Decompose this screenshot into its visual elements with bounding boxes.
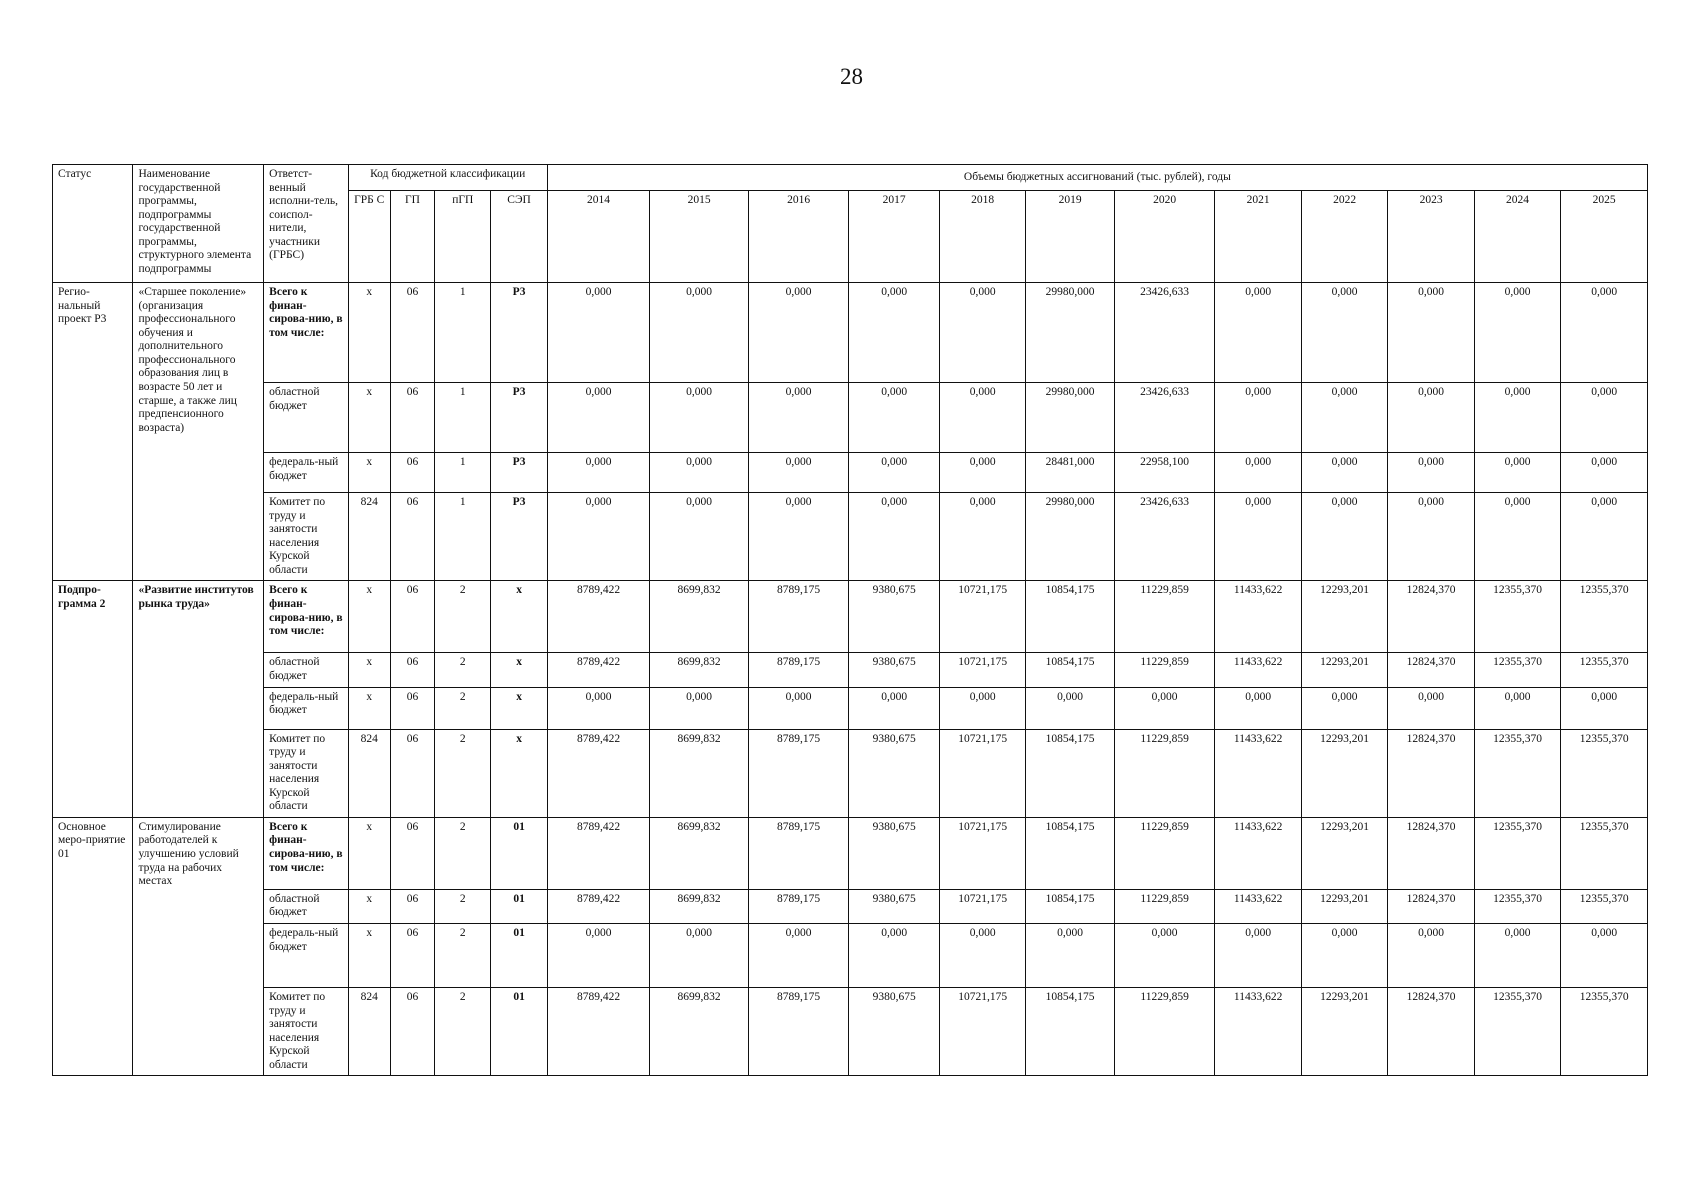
amount-cell: 29980,000 xyxy=(1026,283,1114,383)
amount-cell: 0,000 xyxy=(650,924,749,988)
amount-cell: 12824,370 xyxy=(1388,653,1474,687)
amount-cell: 9380,675 xyxy=(849,817,940,889)
status-cell: Регио-нальный проект Р3 xyxy=(53,283,133,581)
amount-cell: 0,000 xyxy=(547,283,650,383)
amount-cell: 0,000 xyxy=(1215,453,1301,493)
amount-cell: 12355,370 xyxy=(1561,889,1648,923)
status-cell: Основное меро-приятие 01 xyxy=(53,817,133,1076)
code-header-pgp: пГП xyxy=(435,191,491,283)
budget-table xyxy=(52,164,1648,1076)
amount-cell: 0,000 xyxy=(849,453,940,493)
volumes-header: Объемы бюджетных ассигнований (тыс. рублей), годы xyxy=(547,165,1647,191)
code-cell: 1 xyxy=(435,453,491,493)
code-cell: 2 xyxy=(435,817,491,889)
table-row xyxy=(53,729,1648,817)
amount-cell: 8789,422 xyxy=(547,653,650,687)
code-cell: 06 xyxy=(390,988,434,1076)
amount-cell: 0,000 xyxy=(939,283,1025,383)
amount-cell: 11433,622 xyxy=(1215,653,1301,687)
amount-cell: 11229,859 xyxy=(1114,653,1215,687)
amount-cell: 0,000 xyxy=(1474,924,1560,988)
code-cell: 06 xyxy=(390,889,434,923)
code-cell: х xyxy=(348,383,390,453)
amount-cell: 0,000 xyxy=(1388,493,1474,581)
amount-cell: 0,000 xyxy=(547,924,650,988)
amount-cell: 0,000 xyxy=(1215,924,1301,988)
amount-cell: 10721,175 xyxy=(939,729,1025,817)
amount-cell: 0,000 xyxy=(1561,687,1648,729)
amount-cell: 0,000 xyxy=(1301,687,1387,729)
amount-cell: 9380,675 xyxy=(849,988,940,1076)
amount-cell: 0,000 xyxy=(1301,493,1387,581)
code-cell: 01 xyxy=(491,817,547,889)
amount-cell: 0,000 xyxy=(1561,924,1648,988)
code-cell: 1 xyxy=(435,493,491,581)
amount-cell: 0,000 xyxy=(939,493,1025,581)
amount-cell: 12355,370 xyxy=(1561,729,1648,817)
program-name-cell: «Развитие институтов рынка труда» xyxy=(133,581,264,818)
table-body xyxy=(53,283,1648,1076)
amount-cell: 0,000 xyxy=(1561,283,1648,383)
amount-cell: 0,000 xyxy=(1388,453,1474,493)
code-cell: 06 xyxy=(390,493,434,581)
status-cell: Подпро-грамма 2 xyxy=(53,581,133,818)
year-header: 2017 xyxy=(849,191,940,283)
amount-cell: 0,000 xyxy=(1474,493,1560,581)
amount-cell: 11433,622 xyxy=(1215,581,1301,653)
responsible-cell: Комитет по труду и занятости населения Курской области xyxy=(264,729,348,817)
code-cell: 1 xyxy=(435,383,491,453)
amount-cell: 8699,832 xyxy=(650,653,749,687)
code-cell: 06 xyxy=(390,729,434,817)
amount-cell: 12293,201 xyxy=(1301,653,1387,687)
amount-cell: 0,000 xyxy=(1388,924,1474,988)
code-cell: х xyxy=(491,687,547,729)
code-cell: х xyxy=(491,729,547,817)
responsible-cell: областной бюджет xyxy=(264,383,348,453)
amount-cell: 12824,370 xyxy=(1388,988,1474,1076)
code-cell: 01 xyxy=(491,924,547,988)
code-cell: 824 xyxy=(348,729,390,817)
code-cell: 06 xyxy=(390,581,434,653)
amount-cell: 0,000 xyxy=(939,383,1025,453)
program-name-cell: «Старшее поколение» (организация профессионального обучения и дополнительного профессионального образования лиц в возрасте 50 лет и старше, а также лиц предпенсионного возраста) xyxy=(133,283,264,581)
code-cell: 06 xyxy=(390,817,434,889)
code-cell: 01 xyxy=(491,988,547,1076)
amount-cell: 0,000 xyxy=(1301,924,1387,988)
amount-cell: 0,000 xyxy=(1114,924,1215,988)
amount-cell: 0,000 xyxy=(939,687,1025,729)
year-header: 2021 xyxy=(1215,191,1301,283)
header-row-1 xyxy=(53,165,1648,191)
amount-cell: 8699,832 xyxy=(650,817,749,889)
page-number: 28 xyxy=(840,64,863,89)
amount-cell: 0,000 xyxy=(1474,453,1560,493)
table-row xyxy=(53,988,1648,1076)
amount-cell: 12293,201 xyxy=(1301,889,1387,923)
amount-cell: 0,000 xyxy=(748,687,849,729)
amount-cell: 0,000 xyxy=(748,493,849,581)
table-row xyxy=(53,817,1648,889)
amount-cell: 0,000 xyxy=(1388,283,1474,383)
responsible-cell: Всего к финан-сирова-нию, в том числе: xyxy=(264,283,348,383)
code-cell: 06 xyxy=(390,653,434,687)
amount-cell: 10721,175 xyxy=(939,581,1025,653)
code-cell: Р3 xyxy=(491,383,547,453)
amount-cell: 8699,832 xyxy=(650,988,749,1076)
amount-cell: 9380,675 xyxy=(849,729,940,817)
amount-cell: 10721,175 xyxy=(939,889,1025,923)
amount-cell: 22958,100 xyxy=(1114,453,1215,493)
amount-cell: 0,000 xyxy=(1301,383,1387,453)
table-row xyxy=(53,493,1648,581)
responsible-cell: федераль-ный бюджет xyxy=(264,687,348,729)
table-row xyxy=(53,889,1648,923)
amount-cell: 8789,175 xyxy=(748,817,849,889)
amount-cell: 9380,675 xyxy=(849,653,940,687)
amount-cell: 0,000 xyxy=(849,493,940,581)
code-group-header: Код бюджетной классификации xyxy=(348,165,547,191)
amount-cell: 23426,633 xyxy=(1114,383,1215,453)
amount-cell: 12355,370 xyxy=(1474,817,1560,889)
responsible-header: Ответст-венный исполни-тель, соиспол-нители, участники (ГРБС) xyxy=(264,165,348,283)
responsible-cell: федераль-ный бюджет xyxy=(264,924,348,988)
amount-cell: 0,000 xyxy=(849,283,940,383)
code-cell: 2 xyxy=(435,581,491,653)
code-cell: 06 xyxy=(390,283,434,383)
amount-cell: 12293,201 xyxy=(1301,817,1387,889)
amount-cell: 10721,175 xyxy=(939,817,1025,889)
code-cell: х xyxy=(348,453,390,493)
code-header-sep: СЭП xyxy=(491,191,547,283)
code-cell: 2 xyxy=(435,924,491,988)
amount-cell: 12355,370 xyxy=(1474,889,1560,923)
table-row xyxy=(53,687,1648,729)
amount-cell: 8789,175 xyxy=(748,889,849,923)
amount-cell: 10721,175 xyxy=(939,988,1025,1076)
amount-cell: 8789,175 xyxy=(748,581,849,653)
amount-cell: 0,000 xyxy=(748,924,849,988)
responsible-cell: Всего к финан-сирова-нию, в том числе: xyxy=(264,817,348,889)
amount-cell: 0,000 xyxy=(650,687,749,729)
amount-cell: 0,000 xyxy=(1215,383,1301,453)
amount-cell: 0,000 xyxy=(1474,283,1560,383)
amount-cell: 0,000 xyxy=(1215,687,1301,729)
amount-cell: 10854,175 xyxy=(1026,653,1114,687)
amount-cell: 0,000 xyxy=(1388,687,1474,729)
amount-cell: 29980,000 xyxy=(1026,493,1114,581)
amount-cell: 12824,370 xyxy=(1388,581,1474,653)
year-header: 2025 xyxy=(1561,191,1648,283)
code-cell: 824 xyxy=(348,493,390,581)
amount-cell: 0,000 xyxy=(939,453,1025,493)
amount-cell: 10721,175 xyxy=(939,653,1025,687)
amount-cell: 0,000 xyxy=(939,924,1025,988)
amount-cell: 0,000 xyxy=(849,383,940,453)
amount-cell: 10854,175 xyxy=(1026,581,1114,653)
amount-cell: 8789,422 xyxy=(547,889,650,923)
amount-cell: 12293,201 xyxy=(1301,988,1387,1076)
code-header-grbs: ГРБ С xyxy=(348,191,390,283)
amount-cell: 10854,175 xyxy=(1026,889,1114,923)
amount-cell: 0,000 xyxy=(1026,687,1114,729)
amount-cell: 0,000 xyxy=(547,383,650,453)
code-cell: х xyxy=(348,817,390,889)
code-cell: Р3 xyxy=(491,453,547,493)
amount-cell: 9380,675 xyxy=(849,889,940,923)
amount-cell: 12355,370 xyxy=(1561,988,1648,1076)
code-cell: х xyxy=(348,924,390,988)
amount-cell: 11433,622 xyxy=(1215,889,1301,923)
year-header: 2023 xyxy=(1388,191,1474,283)
amount-cell: 11229,859 xyxy=(1114,581,1215,653)
amount-cell: 12355,370 xyxy=(1474,653,1560,687)
amount-cell: 10854,175 xyxy=(1026,817,1114,889)
amount-cell: 0,000 xyxy=(650,383,749,453)
responsible-cell: Комитет по труду и занятости населения Курской области xyxy=(264,493,348,581)
amount-cell: 0,000 xyxy=(547,493,650,581)
amount-cell: 12293,201 xyxy=(1301,581,1387,653)
amount-cell: 12355,370 xyxy=(1561,653,1648,687)
amount-cell: 0,000 xyxy=(1114,687,1215,729)
amount-cell: 0,000 xyxy=(1561,493,1648,581)
amount-cell: 0,000 xyxy=(1215,493,1301,581)
amount-cell: 0,000 xyxy=(1026,924,1114,988)
amount-cell: 0,000 xyxy=(748,453,849,493)
amount-cell: 0,000 xyxy=(1474,687,1560,729)
amount-cell: 0,000 xyxy=(1301,453,1387,493)
amount-cell: 11229,859 xyxy=(1114,889,1215,923)
code-cell: 06 xyxy=(390,453,434,493)
code-cell: 2 xyxy=(435,653,491,687)
amount-cell: 0,000 xyxy=(650,283,749,383)
table-row xyxy=(53,653,1648,687)
table-row xyxy=(53,283,1648,383)
amount-cell: 12824,370 xyxy=(1388,817,1474,889)
amount-cell: 0,000 xyxy=(1561,453,1648,493)
year-header: 2018 xyxy=(939,191,1025,283)
code-cell: 06 xyxy=(390,687,434,729)
table-row xyxy=(53,924,1648,988)
amount-cell: 11229,859 xyxy=(1114,988,1215,1076)
code-cell: х xyxy=(348,687,390,729)
amount-cell: 8699,832 xyxy=(650,729,749,817)
amount-cell: 12355,370 xyxy=(1474,988,1560,1076)
responsible-cell: областной бюджет xyxy=(264,653,348,687)
status-header: Статус xyxy=(53,165,133,283)
responsible-cell: областной бюджет xyxy=(264,889,348,923)
year-header: 2016 xyxy=(748,191,849,283)
year-header: 2015 xyxy=(650,191,749,283)
amount-cell: 8789,422 xyxy=(547,988,650,1076)
amount-cell: 0,000 xyxy=(849,687,940,729)
year-header: 2020 xyxy=(1114,191,1215,283)
amount-cell: 8789,422 xyxy=(547,729,650,817)
amount-cell: 12293,201 xyxy=(1301,729,1387,817)
year-header: 2022 xyxy=(1301,191,1387,283)
amount-cell: 0,000 xyxy=(650,493,749,581)
amount-cell: 11433,622 xyxy=(1215,988,1301,1076)
amount-cell: 8789,175 xyxy=(748,653,849,687)
year-header: 2014 xyxy=(547,191,650,283)
code-header-gp: ГП xyxy=(390,191,434,283)
amount-cell: 12824,370 xyxy=(1388,889,1474,923)
amount-cell: 9380,675 xyxy=(849,581,940,653)
amount-cell: 11229,859 xyxy=(1114,817,1215,889)
code-cell: 2 xyxy=(435,889,491,923)
amount-cell: 0,000 xyxy=(1215,283,1301,383)
table-row xyxy=(53,453,1648,493)
amount-cell: 10854,175 xyxy=(1026,729,1114,817)
amount-cell: 8789,175 xyxy=(748,729,849,817)
table-row xyxy=(53,383,1648,453)
amount-cell: 0,000 xyxy=(547,453,650,493)
amount-cell: 0,000 xyxy=(849,924,940,988)
amount-cell: 12824,370 xyxy=(1388,729,1474,817)
amount-cell: 11433,622 xyxy=(1215,817,1301,889)
amount-cell: 12355,370 xyxy=(1561,817,1648,889)
amount-cell: 12355,370 xyxy=(1474,581,1560,653)
amount-cell: 0,000 xyxy=(748,383,849,453)
responsible-cell: Комитет по труду и занятости населения Курской области xyxy=(264,988,348,1076)
code-cell: 2 xyxy=(435,729,491,817)
responsible-cell: федераль-ный бюджет xyxy=(264,453,348,493)
amount-cell: 0,000 xyxy=(1474,383,1560,453)
code-cell: 1 xyxy=(435,283,491,383)
code-cell: х xyxy=(348,581,390,653)
amount-cell: 23426,633 xyxy=(1114,283,1215,383)
code-cell: Р3 xyxy=(491,283,547,383)
amount-cell: 0,000 xyxy=(1301,283,1387,383)
amount-cell: 28481,000 xyxy=(1026,453,1114,493)
code-cell: 2 xyxy=(435,687,491,729)
amount-cell: 12355,370 xyxy=(1561,581,1648,653)
code-cell: 06 xyxy=(390,383,434,453)
responsible-cell: Всего к финан-сирова-нию, в том числе: xyxy=(264,581,348,653)
code-cell: х xyxy=(348,283,390,383)
amount-cell: 8789,175 xyxy=(748,988,849,1076)
amount-cell: 0,000 xyxy=(650,453,749,493)
name-header: Наименование государственной программы, подпрограммы государственной программы, структурного элемента подпрограммы xyxy=(133,165,264,283)
amount-cell: 8699,832 xyxy=(650,581,749,653)
amount-cell: 0,000 xyxy=(1561,383,1648,453)
amount-cell: 8789,422 xyxy=(547,581,650,653)
amount-cell: 23426,633 xyxy=(1114,493,1215,581)
amount-cell: 8699,832 xyxy=(650,889,749,923)
amount-cell: 12355,370 xyxy=(1474,729,1560,817)
code-cell: 824 xyxy=(348,988,390,1076)
amount-cell: 11433,622 xyxy=(1215,729,1301,817)
code-cell: 2 xyxy=(435,988,491,1076)
amount-cell: 11229,859 xyxy=(1114,729,1215,817)
code-cell: х xyxy=(348,889,390,923)
amount-cell: 8789,422 xyxy=(547,817,650,889)
program-name-cell: Стимулирование работодателей к улучшению условий труда на рабочих местах xyxy=(133,817,264,1076)
amount-cell: 29980,000 xyxy=(1026,383,1114,453)
code-cell: х xyxy=(491,653,547,687)
code-cell: 06 xyxy=(390,924,434,988)
year-header: 2024 xyxy=(1474,191,1560,283)
amount-cell: 0,000 xyxy=(748,283,849,383)
year-header: 2019 xyxy=(1026,191,1114,283)
code-cell: х xyxy=(491,581,547,653)
amount-cell: 10854,175 xyxy=(1026,988,1114,1076)
amount-cell: 0,000 xyxy=(547,687,650,729)
table-row xyxy=(53,581,1648,653)
amount-cell: 0,000 xyxy=(1388,383,1474,453)
code-cell: 01 xyxy=(491,889,547,923)
code-cell: х xyxy=(348,653,390,687)
code-cell: Р3 xyxy=(491,493,547,581)
